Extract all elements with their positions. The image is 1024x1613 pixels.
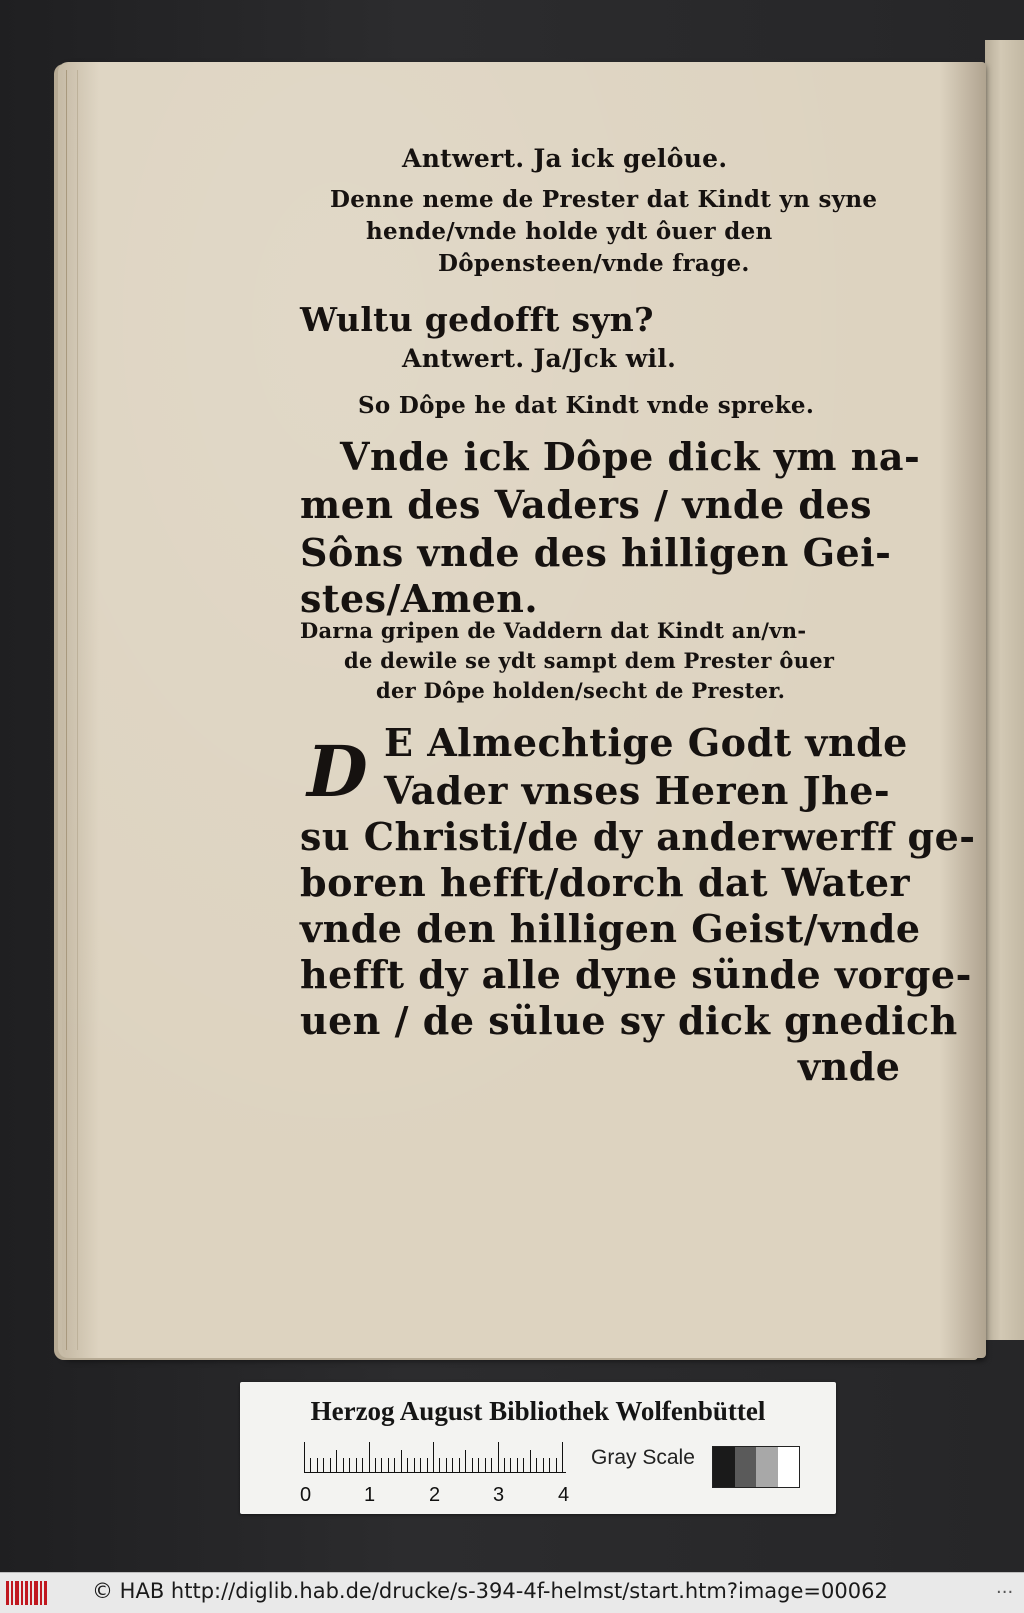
text-line-6: Antwert. Ja/Jck wil. [402,344,677,373]
page-stack-edge [66,70,78,1350]
grayscale-label: Gray Scale [591,1446,695,1469]
ruler-tick [517,1458,518,1472]
swatch-white [778,1447,800,1487]
ruler-tick [472,1458,473,1472]
ruler-tick [543,1458,544,1472]
book-page [62,62,986,1358]
swatch-light-gray [756,1447,778,1487]
ruler-tick [530,1450,531,1472]
ruler-number-0: 0 [300,1484,312,1506]
ruler-tick [381,1458,382,1472]
ruler-tick [375,1458,376,1472]
ruler-tick [343,1458,344,1472]
text-line-21: uen / de sülue sy dick gnedich [300,998,958,1043]
ruler-tick [317,1458,318,1472]
ruler-number-4: 4 [558,1484,570,1506]
text-line-11: stes/Amen. [300,576,539,621]
ruler-number-3: 3 [493,1484,505,1506]
text-line-5: Wultu gedofft syn? [300,300,654,339]
ruler-tick [407,1458,408,1472]
ruler-tick [369,1442,370,1472]
text-line-1: Antwert. Ja ick gelôue. [402,144,728,173]
ruler-tick [414,1458,415,1472]
ruler-tick [459,1458,460,1472]
text-line-18: boren hefft/dorch dat Water [300,860,911,905]
text-line-15: E Almechtige Godt vnde [384,720,908,765]
ruler-tick [478,1458,479,1472]
ruler-tick [510,1458,511,1472]
ruler-tick [304,1442,305,1472]
ruler-tick [446,1458,447,1472]
text-line-13: de dewile se ydt sampt dem Prester ôuer [344,648,835,673]
ruler-number-1: 1 [364,1484,376,1506]
ruler-tick [394,1458,395,1472]
ruler-tick [336,1450,337,1472]
grayscale-swatches [712,1446,800,1488]
measurement-ruler [304,1442,566,1473]
text-line-17: su Christi/de dy anderwerff ge- [300,814,976,859]
text-line-7: So Dôpe he dat Kindt vnde spreke. [358,392,815,419]
ruler-tick [439,1458,440,1472]
ruler-tick [523,1458,524,1472]
ruler-tick [420,1458,421,1472]
library-title: Herzog August Bibliothek Wolfenbüttel [310,1396,766,1426]
swatch-dark-gray [735,1447,757,1487]
ruler-tick [388,1458,389,1472]
ruler-tick [433,1442,434,1472]
text-line-22: vnde [798,1044,901,1089]
facing-page-edge [985,40,1024,1340]
text-line-9: men des Vaders / vnde des [300,482,873,527]
ruler-tick [362,1458,363,1472]
ruler-tick [323,1458,324,1472]
ruler-tick [452,1458,453,1472]
text-line-19: vnde den hilligen Geist/vnde [300,906,921,951]
more-options-icon[interactable]: ... [996,1577,1014,1598]
text-line-8: Vnde ick Dôpe dick ym na- [340,434,921,479]
ruler-tick [562,1442,563,1472]
ruler-tick [536,1458,537,1472]
ruler-tick [349,1458,350,1472]
copyright-url-text[interactable]: © HAB http://diglib.hab.de/drucke/s-394-4f-helmst/start.htm?image=00062 [92,1579,888,1603]
ruler-tick [465,1450,466,1472]
text-line-16: Vader vnses Heren Jhe- [384,768,891,813]
text-line-10: Sôns vnde des hilligen Gei- [300,530,892,575]
ruler-tick [549,1458,550,1472]
text-line-3: hende/vnde holde ydt ôuer den [366,218,773,245]
decorated-initial: D [307,730,368,813]
ruler-tick [356,1458,357,1472]
status-bar [0,1572,1024,1613]
page-text [62,62,986,1358]
text-line-12: Darna gripen de Vaddern dat Kindt an/vn- [300,618,807,643]
ruler-tick [498,1442,499,1472]
swatch-black [713,1447,735,1487]
text-line-20: hefft dy alle dyne sünde vorge- [300,952,972,997]
library-label-card [240,1382,836,1514]
text-line-2: Denne neme de Prester dat Kindt yn syne [330,186,878,213]
ruler-tick [485,1458,486,1472]
ruler-tick [427,1458,428,1472]
text-line-4: Dôpensteen/vnde frage. [438,250,750,277]
ruler-number-2: 2 [429,1484,441,1506]
ruler-tick [504,1458,505,1472]
ruler-tick [330,1458,331,1472]
barcode-icon [6,1581,48,1605]
ruler-tick [310,1458,311,1472]
ruler-tick [491,1458,492,1472]
ruler-tick [556,1458,557,1472]
text-line-14: der Dôpe holden/secht de Prester. [376,678,786,703]
ruler-tick [401,1450,402,1472]
